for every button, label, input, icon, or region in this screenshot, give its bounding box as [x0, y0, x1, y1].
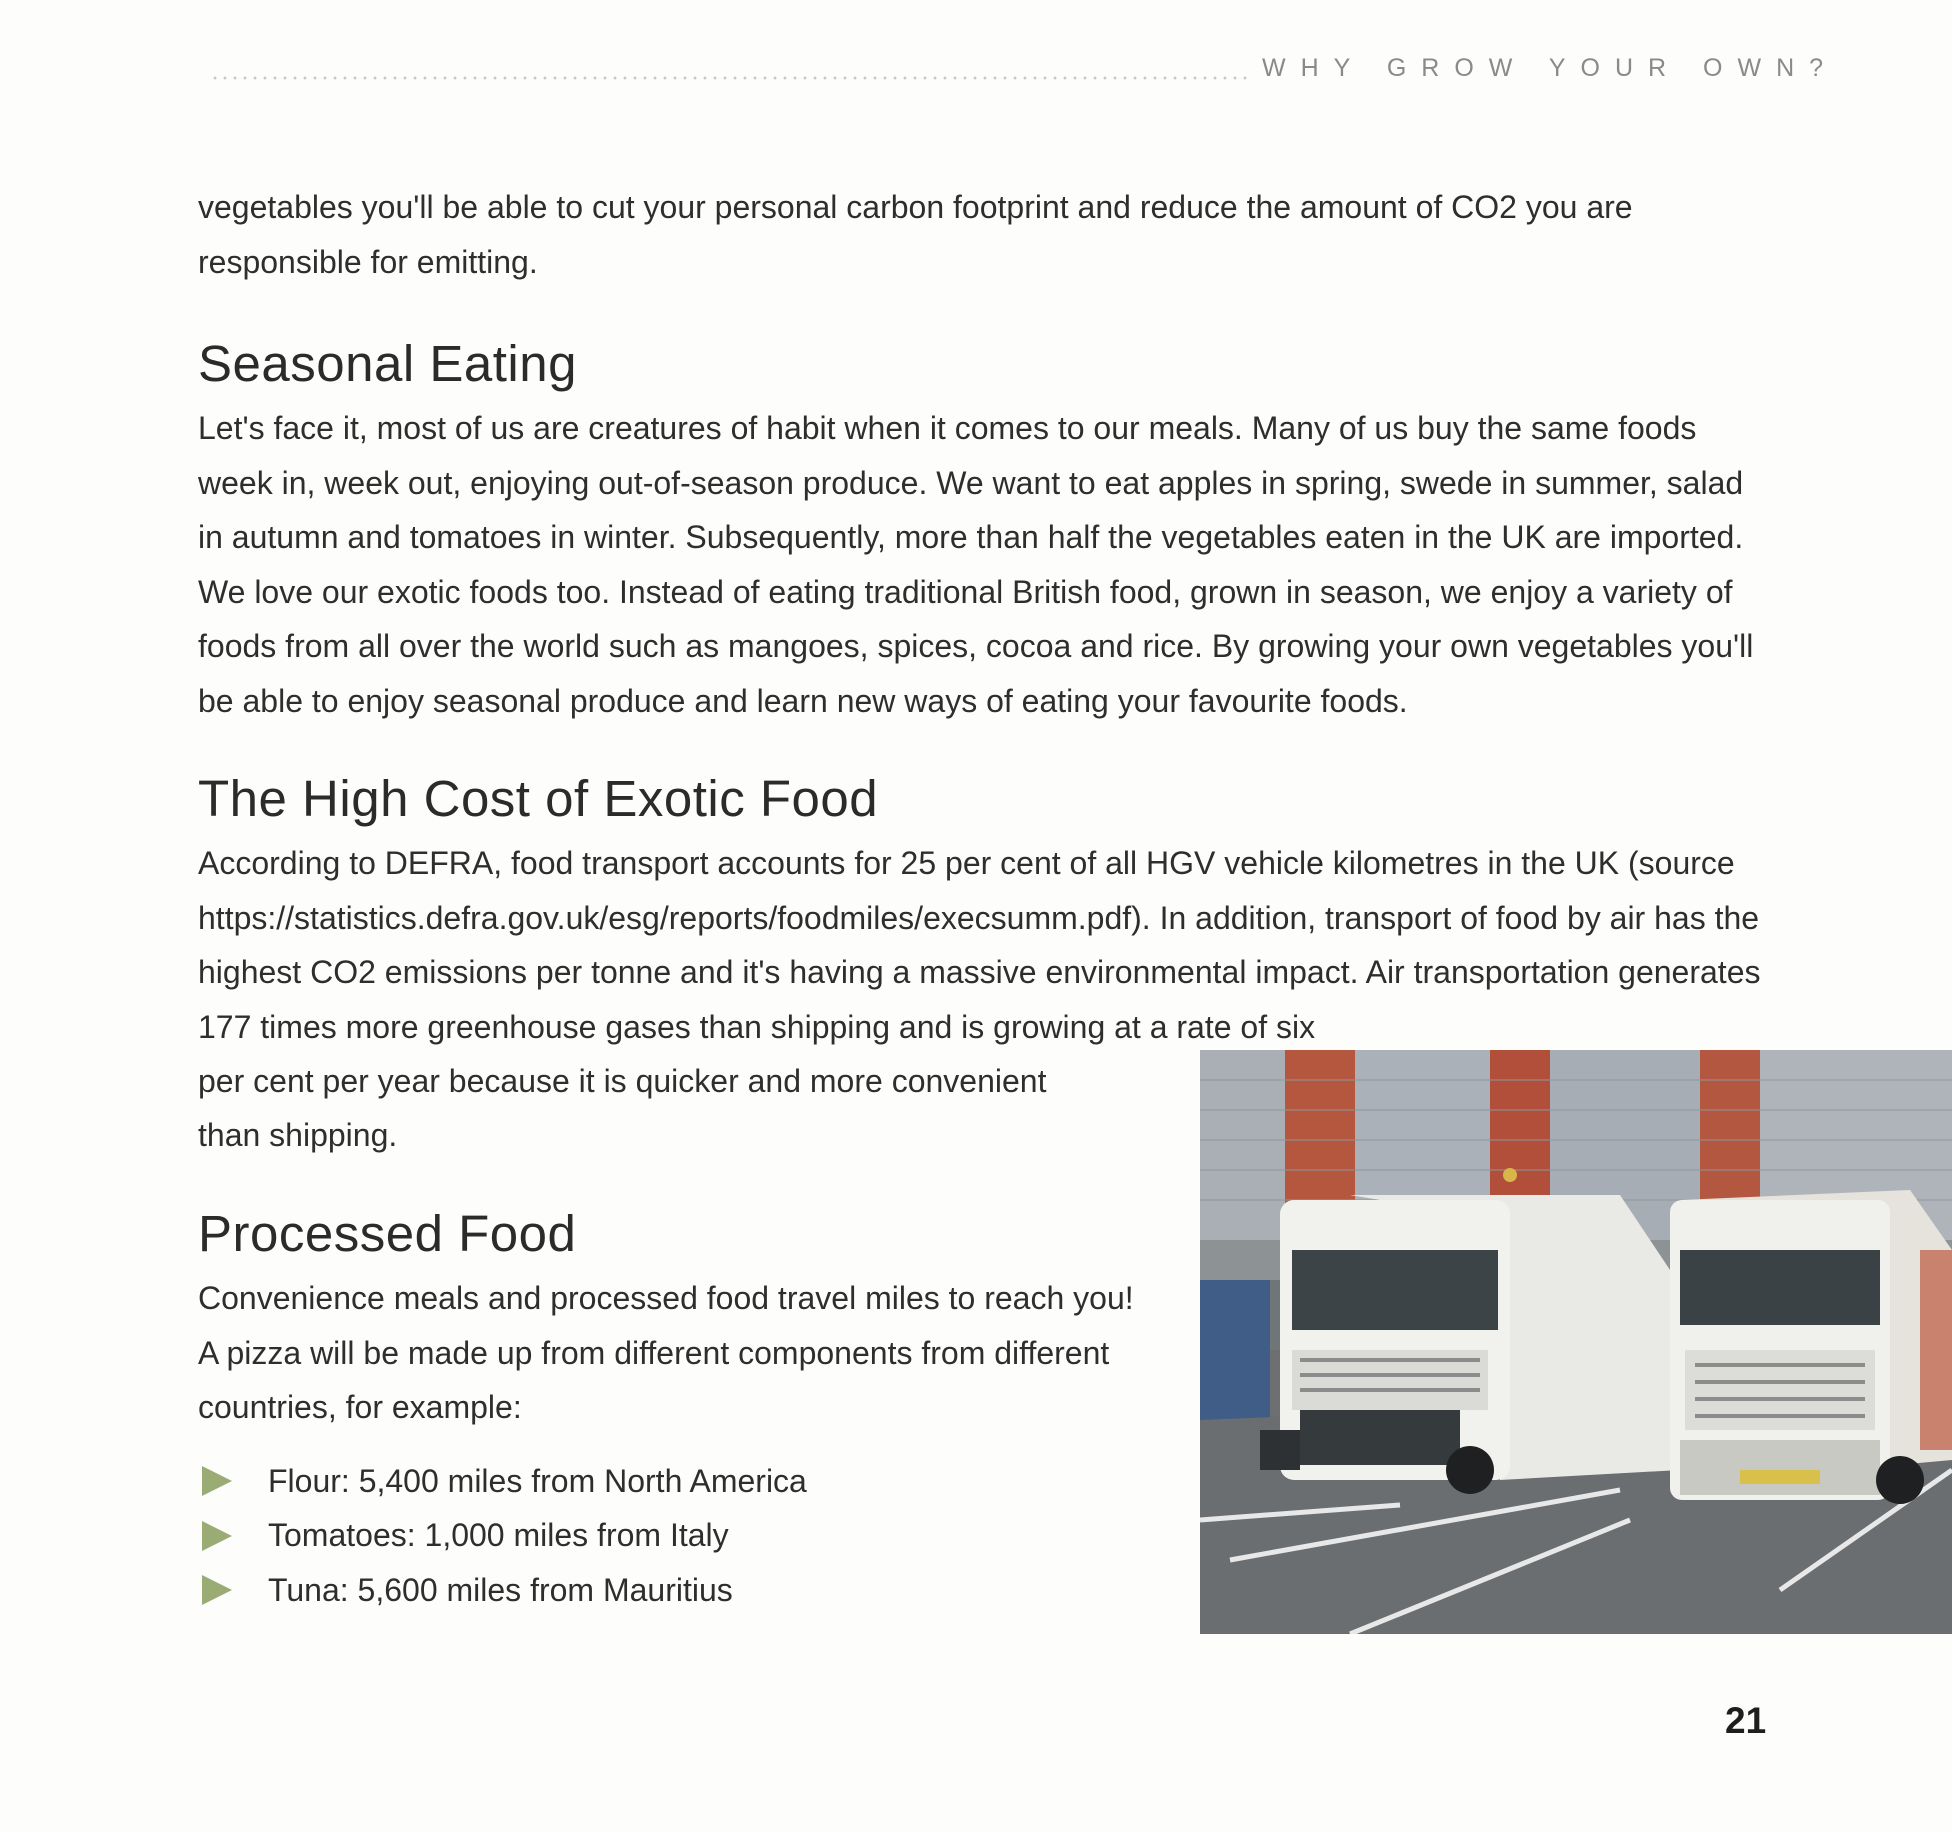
list-item — [202, 1454, 807, 1509]
exotic-food-heading: The High Cost of Exotic Food — [198, 770, 879, 827]
triangle-bullet-icon — [202, 1466, 232, 1496]
triangle-bullet-icon — [202, 1575, 232, 1605]
seasonal-eating-paragraph: Let's face it, most of us are creatures of habit when it comes to our meals. Many of us buy the same foods week in, week out, enjoying out-of-season produce. We want to eat apples in spring, swede in summer, salad in autumn and tomatoes in winter. Subsequently, more than half the vegetables eaten in the UK are imported. We love our exotic foods too. Instead of eating traditional British food, grown in season, we enjoy a variety of foods from all over the world such as mangoes, spices, cocoa and rice. By growing your own vegetables you'll be able to enjoy seasonal produce and learn new ways of eating your favourite foods. — [198, 410, 1754, 719]
exotic-food-paragraph-cont-2: than shipping. — [198, 1117, 398, 1153]
processed-food-paragraph: Convenience meals and processed food travel miles to reach you! A pizza will be made up from different components from different countries, for example: — [198, 1280, 1134, 1425]
exotic-food-paragraph-cont-1: per cent per year because it is quicker and more convenient — [198, 1063, 1047, 1099]
intro-paragraph: vegetables you'll be able to cut your personal carbon footprint and reduce the amount of CO2 you are responsible for emitting. — [198, 189, 1633, 280]
triangle-bullet-icon — [202, 1521, 232, 1551]
list-item — [202, 1509, 807, 1564]
item-detail: 5,400 miles from North America — [358, 1462, 807, 1499]
exotic-food-paragraph: According to DEFRA, food transport accounts for 25 per cent of all HGV vehicle kilometres in the UK (source https://statistics.defra.gov.uk/esg/reports/foodmiles/execsumm.pdf). In addition, transport of food by air has the highest CO2 emissions per tonne and it's having a massive environmental impact. Air transportation generates 177 times more greenhouse gases than shipping and is growing at a rate of six — [198, 845, 1761, 1045]
item-detail: 5,600 miles from Mauritius — [357, 1571, 733, 1608]
header-dotted-rule — [210, 76, 1250, 80]
page-number: 21 — [1725, 1700, 1767, 1741]
item-detail: 1,000 miles from Italy — [424, 1517, 729, 1554]
running-header: WHY GROW YOUR OWN? — [1262, 54, 1839, 82]
list-item — [202, 1563, 807, 1618]
seasonal-eating-heading: Seasonal Eating — [198, 335, 577, 392]
item-label: Tomatoes: — [268, 1517, 416, 1554]
item-label: Flour: — [268, 1462, 350, 1499]
item-label: Tuna: — [268, 1571, 349, 1608]
processed-food-heading: Processed Food — [198, 1205, 577, 1262]
lorries-illustration — [1200, 1050, 1952, 1634]
lorries-photo — [1200, 1050, 1952, 1634]
pizza-components-list — [202, 1454, 807, 1618]
